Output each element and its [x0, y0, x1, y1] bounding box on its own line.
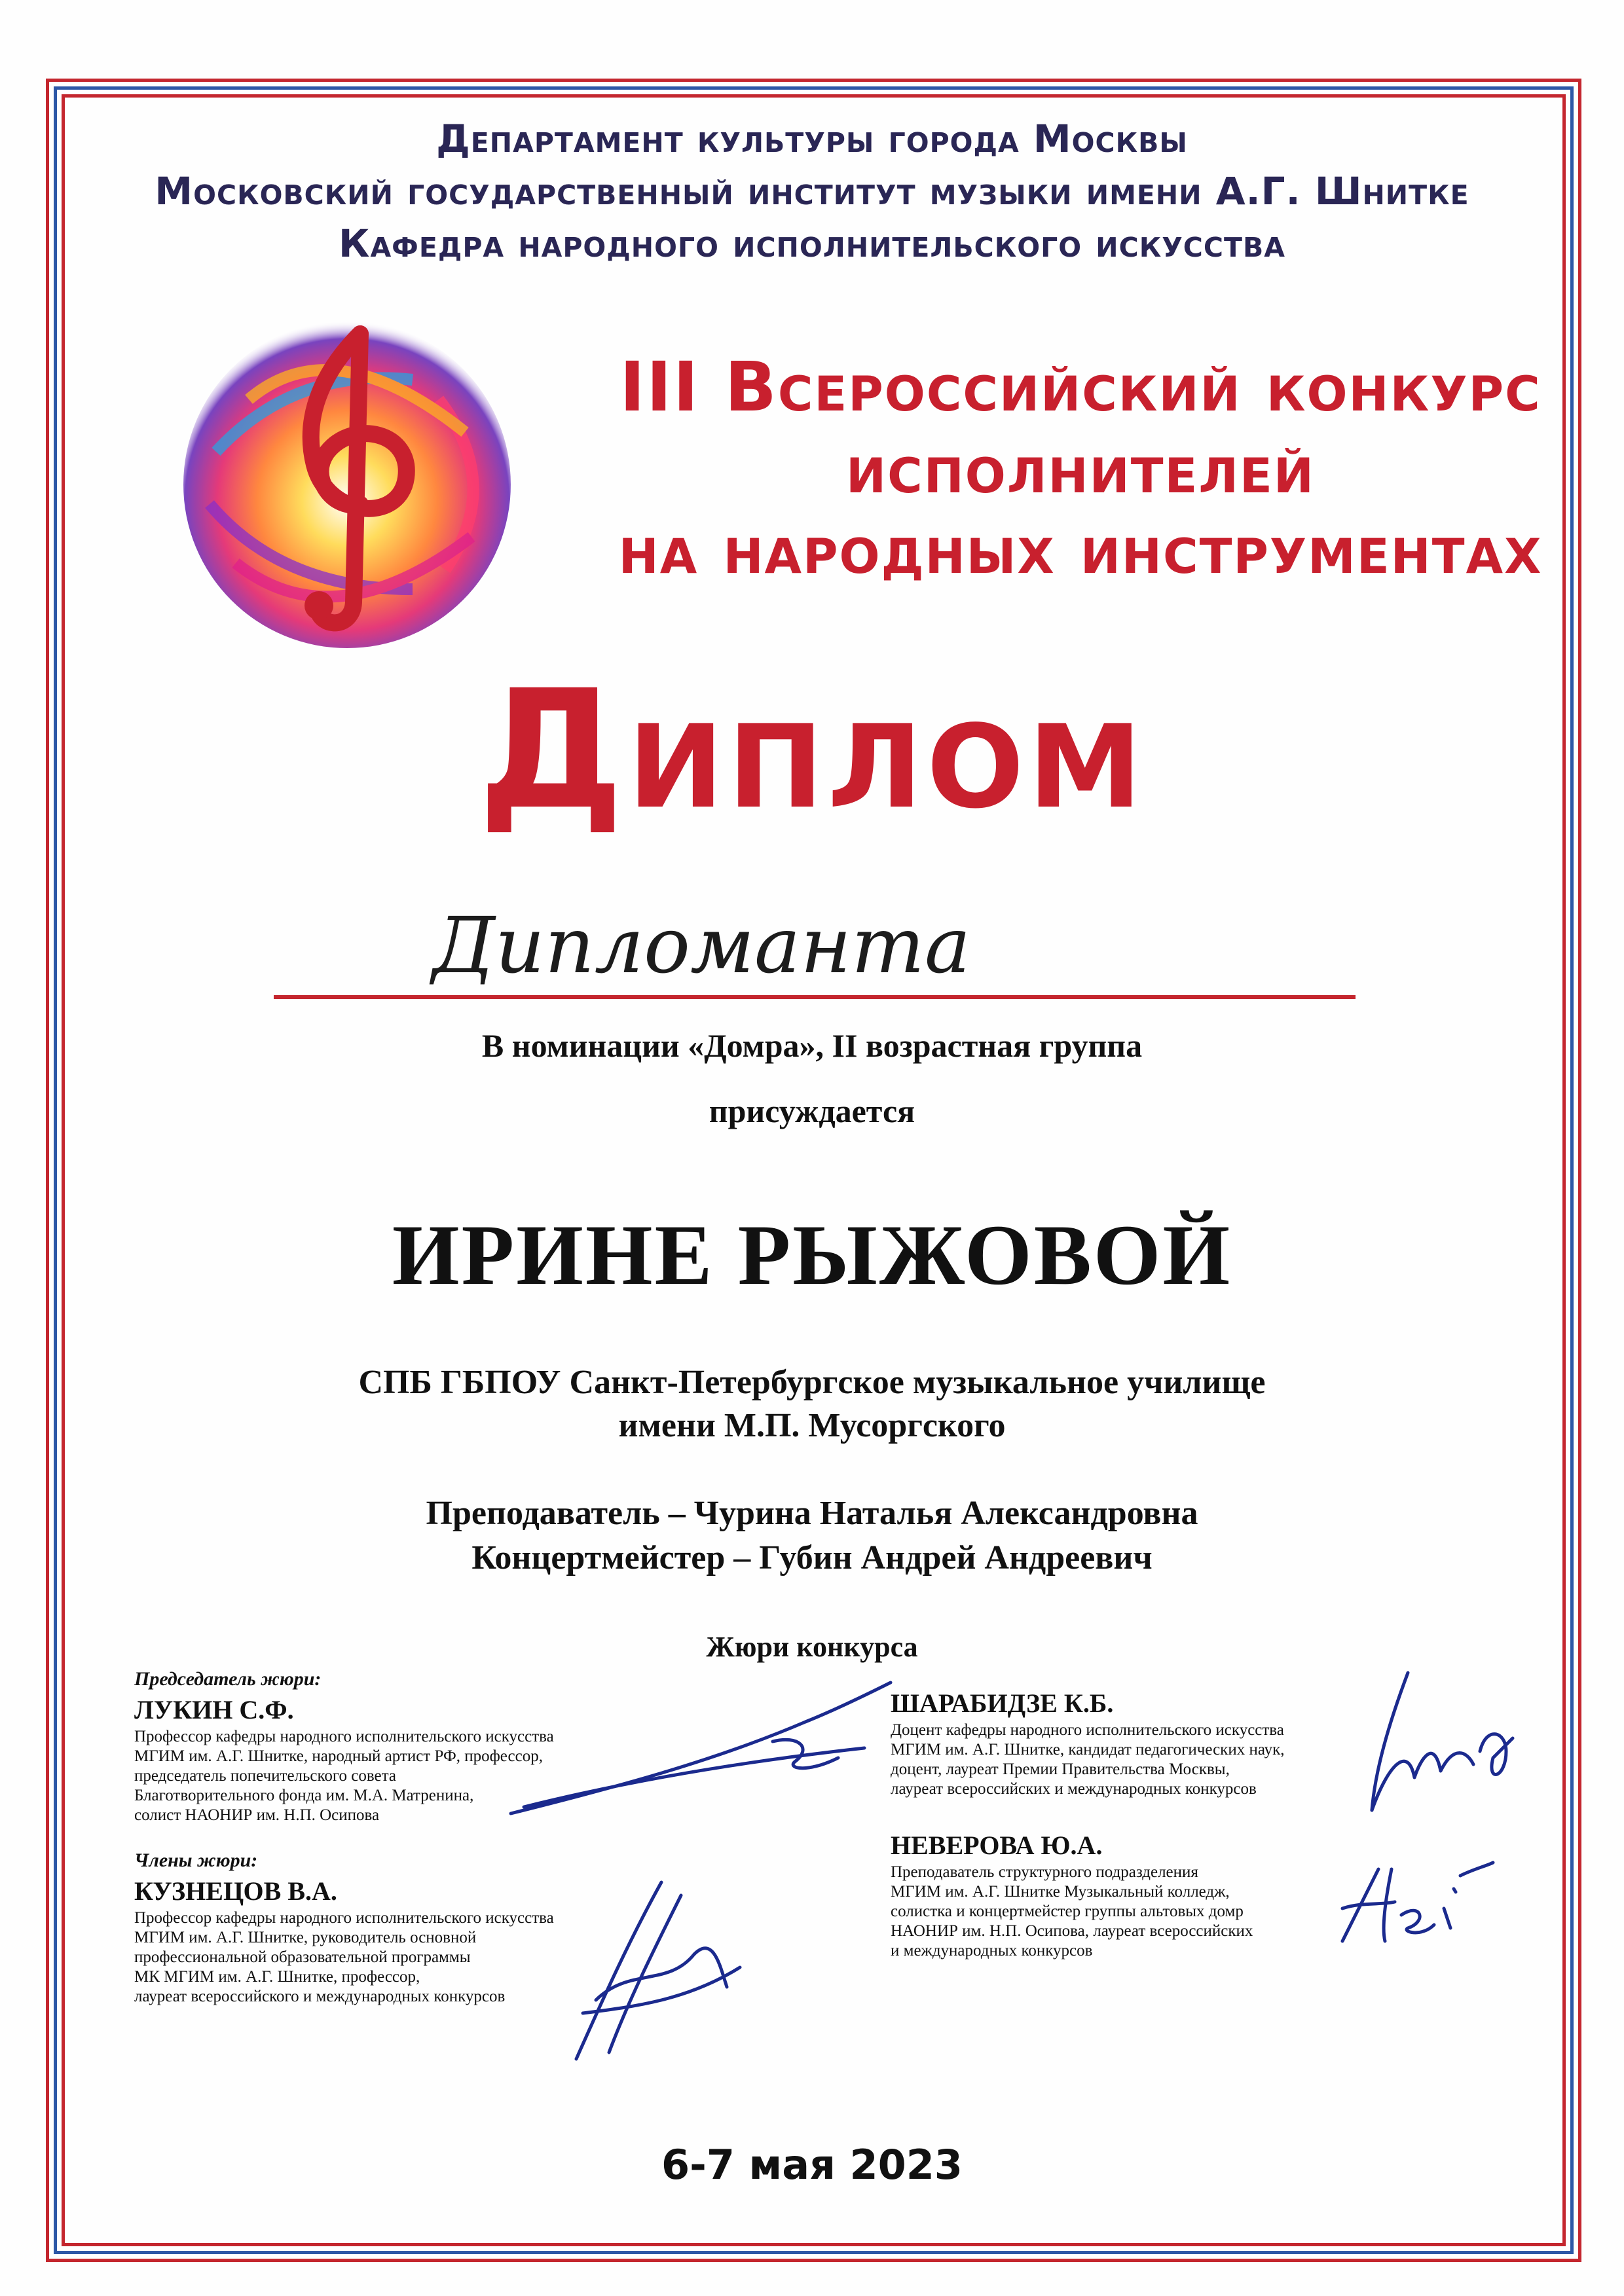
member1-signature	[557, 1869, 753, 2066]
recipient-name: ИРИНЕ РЫЖОВОЙ	[392, 1207, 1232, 1303]
contest-title-line3: на народных инструментах	[618, 509, 1543, 589]
department-line: Департамент культуры города Москвы	[436, 117, 1188, 161]
chair-line: Кафедра народного исполнительского искусства	[339, 221, 1285, 266]
awarded-text: присуждается	[709, 1093, 915, 1129]
chair-role-label: Председатель жюри:	[134, 1668, 322, 1690]
member1-description: Профессор кафедры народного исполнительского искусства МГИМ им. А.Г. Шнитке, руководитель основной профессиональной образовательной программы МК МГИМ им. А.Г. Шнитке, профессор, лауреат всероссийского и международных конкурсов	[134, 1909, 554, 2005]
members-role-label: Члены жюри:	[134, 1850, 258, 1871]
chair-description: Профессор кафедры народного исполнительского искусства МГИМ им. А.Г. Шнитке, народный артист РФ, профессор, председатель попечительского совета Благотворительного фонда им. М.А. Матренина, солист НАОНИР им. Н.П. Осипова	[134, 1728, 554, 1824]
member1-name: КУЗНЕЦОВ В.А.	[134, 1876, 337, 1906]
chair-signature	[498, 1676, 917, 1827]
nomination-text: В номинации «Домра», II возрастная группа	[481, 1027, 1143, 1064]
member2-description: Доцент кафедры народного исполнительского искусства МГИМ им. А.Г. Шнитке, кандидат педагогических наук, доцент, лауреат Премии Правительства Москвы, лауреат всероссийских и международных конкурсов	[891, 1721, 1285, 1798]
institution-line2: имени М.П. Мусоргского	[618, 1407, 1006, 1444]
teacher-line: Преподаватель – Чурина Наталья Александровна	[426, 1495, 1198, 1532]
institute-line: Московский государственный институт музыки имени А.Г. Шнитке	[155, 169, 1469, 213]
jury-title: Жюри конкурса	[706, 1631, 918, 1663]
member3-signature	[1329, 1856, 1500, 1954]
event-date: 6-7 мая 2023	[661, 2141, 963, 2189]
member2-name: ШАРАБИДЗЕ К.Б.	[891, 1688, 1114, 1718]
institution-line1: СПБ ГБПОУ Санкт-Петербургское музыкальное училище	[358, 1364, 1266, 1401]
member3-description: Преподаватель структурного подразделения МГИМ им. А.Г. Шнитке Музыкальный колледж, солистка и концертмейстер группы альтовых домр НАОНИР им. Н.П. Осипова, лауреат всероссийских и международных конкурсов	[891, 1863, 1253, 1959]
degree-underline	[274, 995, 1356, 999]
treble-clef-swirl-logo	[164, 288, 530, 655]
degree-handwritten: Дипломанта	[432, 900, 971, 991]
member2-signature	[1362, 1666, 1532, 1817]
diploma-title: Диплом	[478, 655, 1146, 845]
chair-name: ЛУКИН С.Ф.	[134, 1695, 294, 1724]
accompanist-line: Концертмейстер – Губин Андрей Андреевич	[471, 1539, 1153, 1576]
contest-title-line2: исполнителей	[846, 429, 1315, 509]
member3-name: НЕВЕРОВА Ю.А.	[891, 1831, 1103, 1860]
contest-title-line1: III Всероссийский конкурс	[619, 347, 1541, 427]
